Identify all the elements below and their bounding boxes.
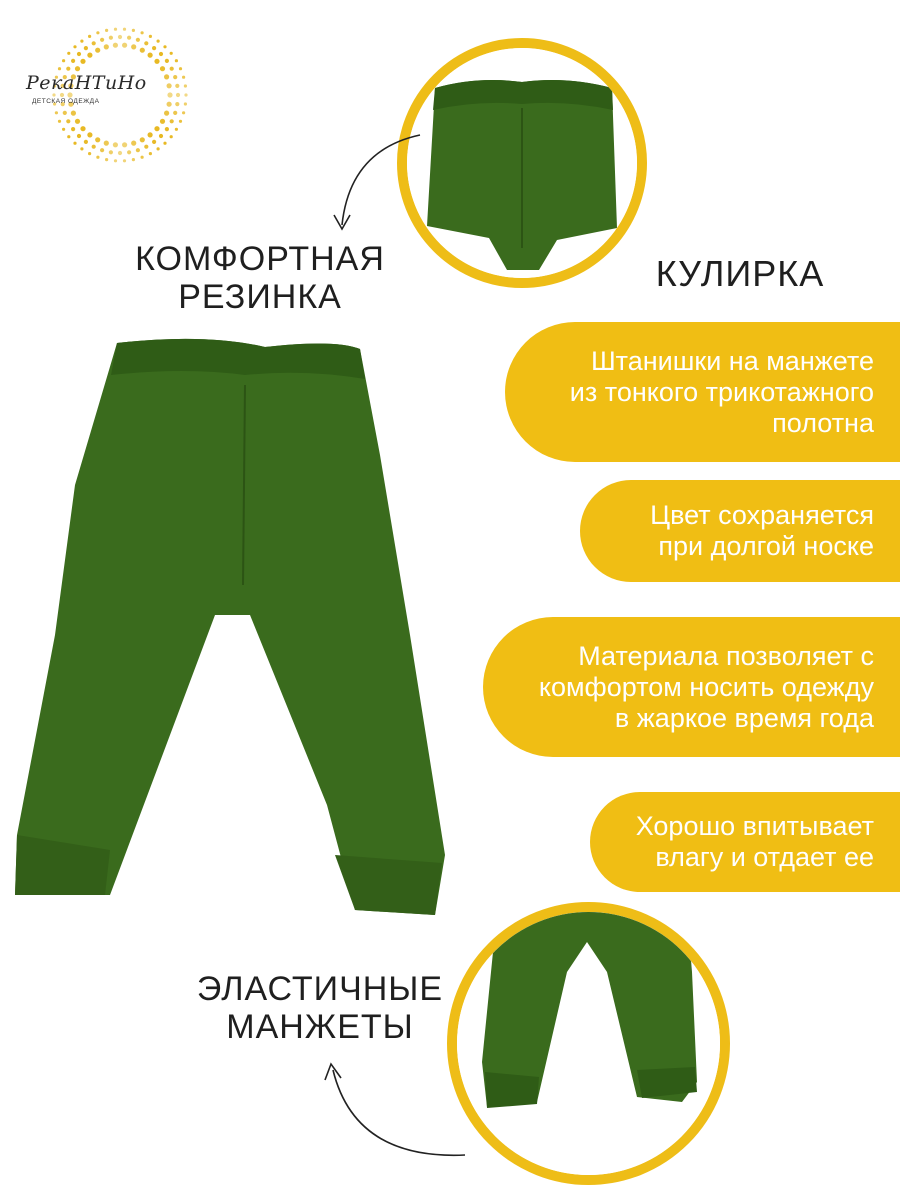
waistband-label: [130, 240, 390, 316]
feature-badge: [483, 617, 900, 757]
feature-text: в жаркое время года: [614, 702, 874, 733]
brand-tagline: ДЕТСКАЯ ОДЕЖДА: [32, 98, 100, 105]
feature-text: комфортом носить одежду: [538, 671, 874, 702]
feature-badge: [580, 480, 900, 582]
feature-text: полотна: [772, 407, 874, 438]
cuffs-detail-circle: [447, 902, 730, 1185]
sun-dots-icon: [10, 20, 190, 170]
brand-logo: [10, 20, 190, 170]
waistband-closeup-image: [407, 48, 637, 278]
cuffs-label-line2: МАНЖЕТЫ: [226, 1008, 414, 1046]
waistband-label-line1: КОМФОРТНАЯ: [135, 240, 385, 278]
curved-arrow-icon: [320, 125, 430, 240]
feature-text: Хорошо впитывает: [635, 811, 874, 841]
brand-name: РекаНТиНо: [26, 72, 147, 94]
feature-text: Штанишки на манжете: [590, 345, 874, 376]
curved-arrow-icon: [315, 1050, 475, 1170]
fabric-label: КУЛИРКА: [655, 253, 825, 294]
feature-text: при долгой носке: [658, 531, 874, 561]
cuffs-label-line1: ЭЛАСТИЧНЫЕ: [196, 970, 444, 1008]
feature-text: Цвет сохраняется: [650, 500, 874, 530]
cuffs-label: [190, 970, 450, 1046]
feature-badge: [505, 322, 900, 462]
feature-text: из тонкого трикотажного: [569, 376, 874, 407]
feature-text: Материала позволяет с: [578, 640, 874, 671]
feature-text: влагу и отдает ее: [655, 842, 874, 872]
feature-badge: [590, 792, 900, 892]
waistband-detail-circle: [397, 38, 647, 288]
pants-product-image: [5, 335, 465, 925]
cuffs-closeup-image: [457, 912, 720, 1175]
waistband-label-line2: РЕЗИНКА: [178, 278, 342, 316]
